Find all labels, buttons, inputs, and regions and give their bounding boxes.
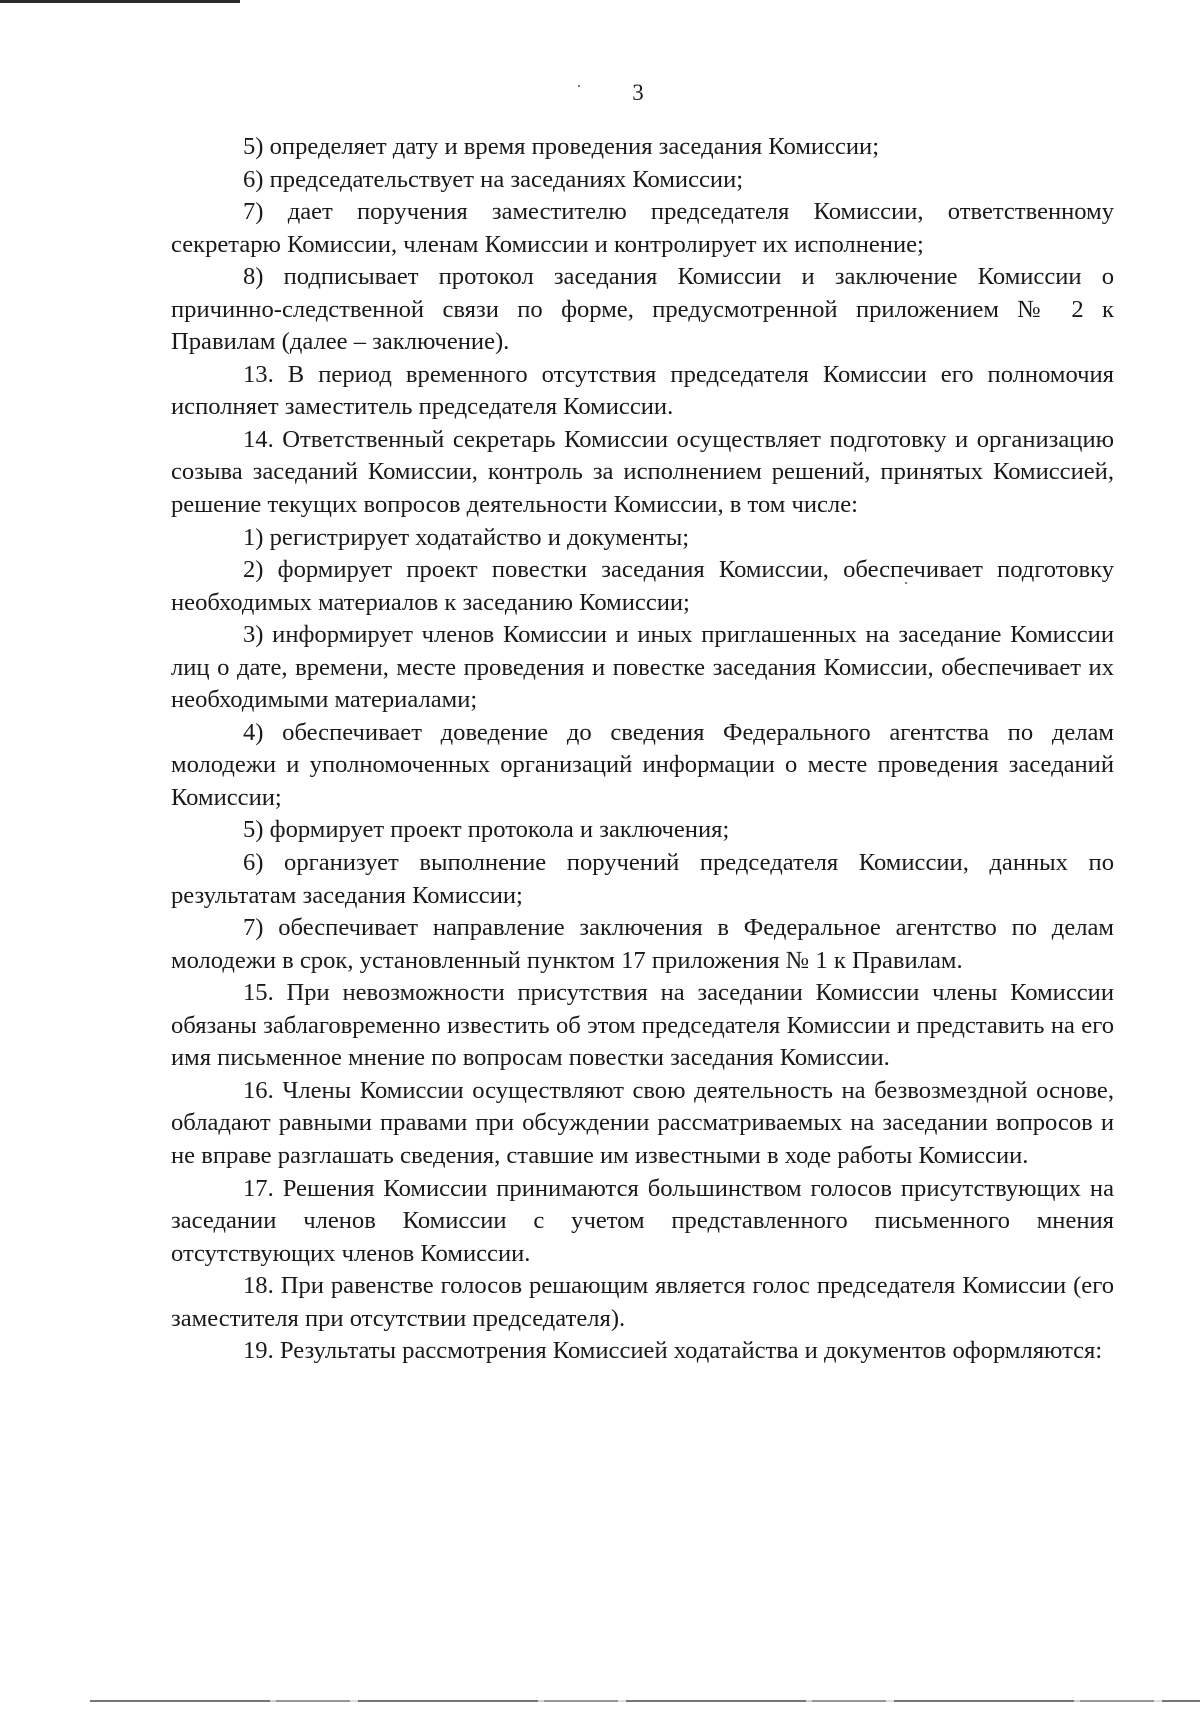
paragraph: 13. В период временного отсутствия председателя Комиссии его полномочия исполняет заместитель председателя Комиссии.: [171, 360, 1114, 421]
paragraph: 2) формирует проект повестки заседания Комиссии, обеспечивает подготовку необходимых материалов к заседанию Комиссии;: [171, 556, 1114, 616]
paragraph: 7) дает поручения заместителю председателя Комиссии, ответственному секретарю Комиссии, членам Комиссии и контролирует их исполнение;: [171, 198, 1114, 258]
scan-edge-bottom: [90, 1700, 1200, 1702]
scan-edge-top: [0, 0, 240, 3]
paragraph: 7) обеспечивает направление заключения в Федеральное агентство по делам молодежи в срок, установленный пунктом 17 приложения № 1 к Правилам.: [171, 914, 1114, 974]
paragraph: 1) регистрирует ходатайство и документы;: [243, 523, 690, 551]
paragraph: 18. При равенстве голосов решающим является голос председателя Комиссии (его заместителя при отсутствии председателя).: [171, 1272, 1114, 1332]
document-body: [171, 131, 1114, 1368]
paragraph: 19. Результаты рассмотрения Комиссией ходатайства и документов оформляются:: [243, 1337, 1103, 1365]
page-number: 3: [632, 80, 644, 105]
paragraph: 14. Ответственный секретарь Комиссии осуществляет подготовку и организацию созыва заседаний Комиссии, контроль за исполнением решений, принятых Комиссией, решение текущих вопросов деятельности Комиссии, в том числе:: [171, 425, 1114, 519]
paragraph: 5) формирует проект протокола и заключения;: [243, 816, 730, 844]
paragraph: 6) председательствует на заседаниях Комиссии;: [243, 165, 744, 193]
paragraph: 6) организует выполнение поручений председателя Комиссии, данных по результатам заседания Комиссии;: [171, 849, 1114, 909]
paragraph: 16. Члены Комиссии осуществляют свою деятельность на безвозмездной основе, обладают равными правами при обсуждении рассматриваемых на заседании вопросов и не вправе разглашать сведения, ставшие им известными в ходе работы Комиссии.: [171, 1076, 1114, 1169]
paragraph: 4) обеспечивает доведение до сведения Федерального агентства по делам молодежи и уполномоченных организаций информации о месте проведения заседаний Комиссии;: [171, 718, 1114, 811]
paragraph: 15. При невозможности присутствия на заседании Комиссии члены Комиссии обязаны заблаговременно известить об этом председателя Комиссии и представить на его имя письменное мнение по вопросам повестки заседания Комиссии.: [171, 979, 1114, 1072]
paragraph: 3) информирует членов Комиссии и иных приглашенных на заседание Комиссии лиц о дате, времени, месте проведения и повестке заседания Комиссии, обеспечивает их необходимыми материалами;: [171, 621, 1114, 714]
paragraph: 5) определяет дату и время проведения заседания Комиссии;: [243, 133, 880, 160]
paragraph: 17. Решения Комиссии принимаются большинством голосов присутствующих на заседании членов Комиссии с учетом представленного письменного мнения отсутствующих членов Комиссии.: [171, 1174, 1114, 1267]
paragraph: 8) подписывает протокол заседания Комиссии и заключение Комиссии о причинно-следственной связи по форме, предусмотренной приложением № 2 к Правилам (далее – заключение).: [171, 263, 1114, 356]
